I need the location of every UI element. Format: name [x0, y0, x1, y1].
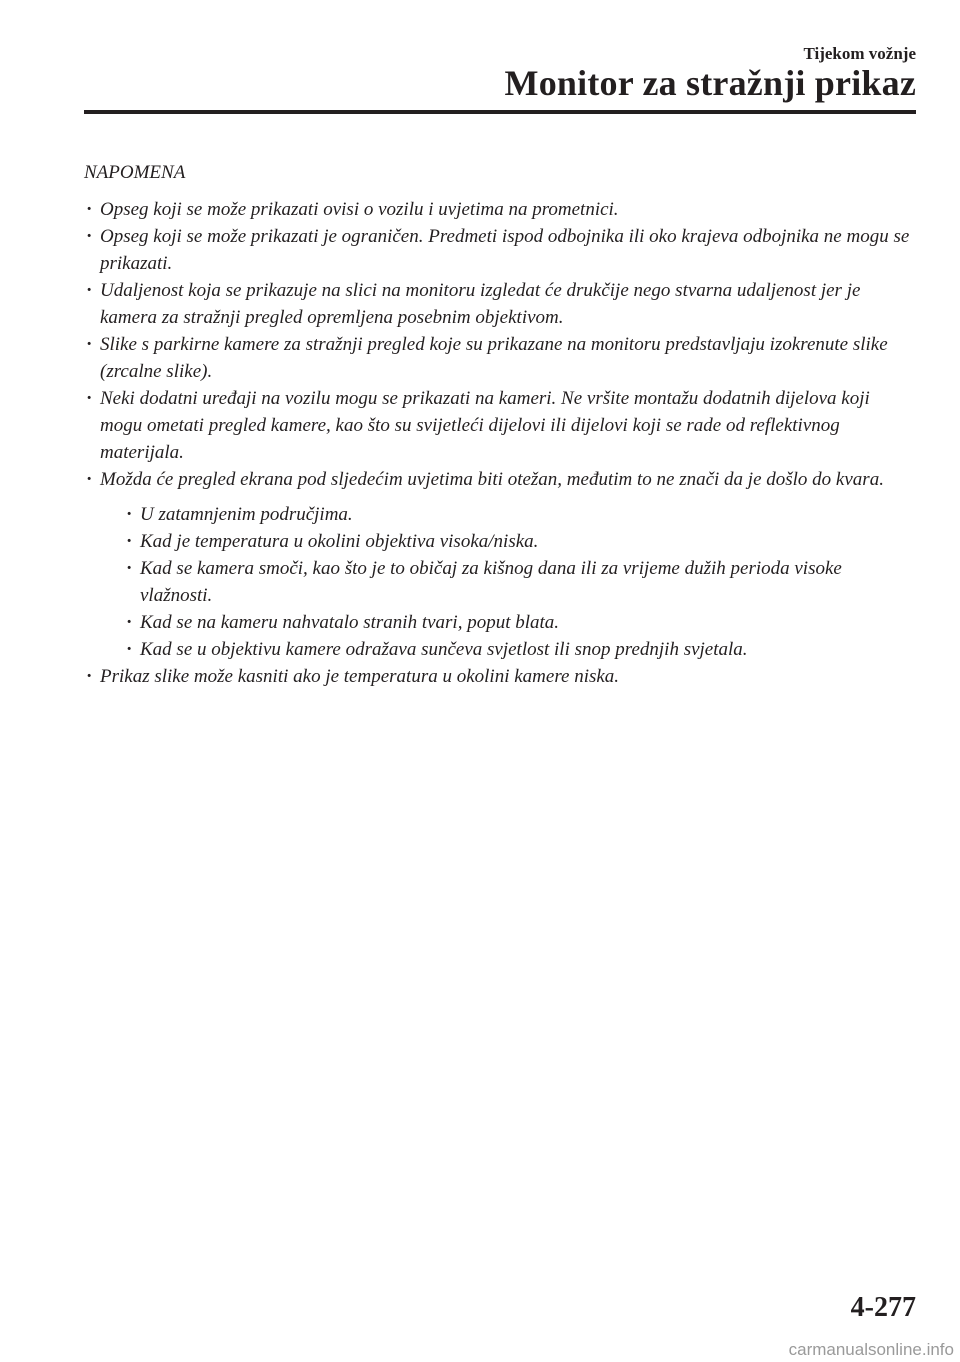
note-heading: NAPOMENA [84, 162, 186, 183]
note-subitem: · Kad se kamera smoči, kao što je to običaj za kišnog dana ili za vrijeme dužih perioda visoke vlažnosti. [124, 555, 916, 609]
note-item: · Opseg koji se može prikazati ovisi o vozilu i uvjetima na prometnici. [84, 196, 916, 223]
page-title: Monitor za stražnji prikaz [504, 63, 916, 103]
note-subitem: · U zatamnjenim područjima. [124, 501, 916, 528]
note-item: · Udaljenost koja se prikazuje na slici na monitoru izgledat će drukčije nego stvarna udaljenost jer je kamera za stražnji pregled opremljena posebnim objektivom. [84, 277, 916, 331]
note-body [84, 196, 916, 690]
header-divider [84, 110, 916, 114]
section-title: Tijekom vožnje [803, 44, 916, 63]
note-item: · Slike s parkirne kamere za stražnji pregled koje su prikazane na monitoru predstavljaju izokrenute slike (zrcalne slike). [84, 331, 916, 385]
note-subitem: · Kad se u objektivu kamere odražava sunčeva svjetlost ili snop prednjih svjetala. [124, 636, 916, 663]
note-item: · Prikaz slike može kasniti ako je temperatura u okolini kamere niska. [84, 663, 916, 690]
note-list [84, 196, 916, 690]
note-item: · Opseg koji se može prikazati je ograničen. Predmeti ispod odbojnika ili oko krajeva odbojnika ne mogu se prikazati. [84, 223, 916, 277]
page-number: 4-277 [850, 1292, 916, 1323]
watermark-url: carmanualsonline.info [788, 1340, 954, 1359]
note-item-text: Možda će pregled ekrana pod sljedećim uvjetima biti otežan, međutim to ne znači da je došlo do kvara. [100, 469, 884, 490]
note-subitem: · Kad je temperatura u okolini objektiva visoka/niska. [124, 528, 916, 555]
note-subitem: · Kad se na kameru nahvatalo stranih tvari, poput blata. [124, 609, 916, 636]
note-item [84, 466, 916, 663]
note-item: · Neki dodatni uređaji na vozilu mogu se prikazati na kameri. Ne vršite montažu dodatnih dijelova koji mogu ometati pregled kamere, kao što su svijetleći dijelovi ili dijelovi koji se rade od reflektivnog materijala. [84, 385, 916, 466]
note-sublist [124, 501, 916, 663]
